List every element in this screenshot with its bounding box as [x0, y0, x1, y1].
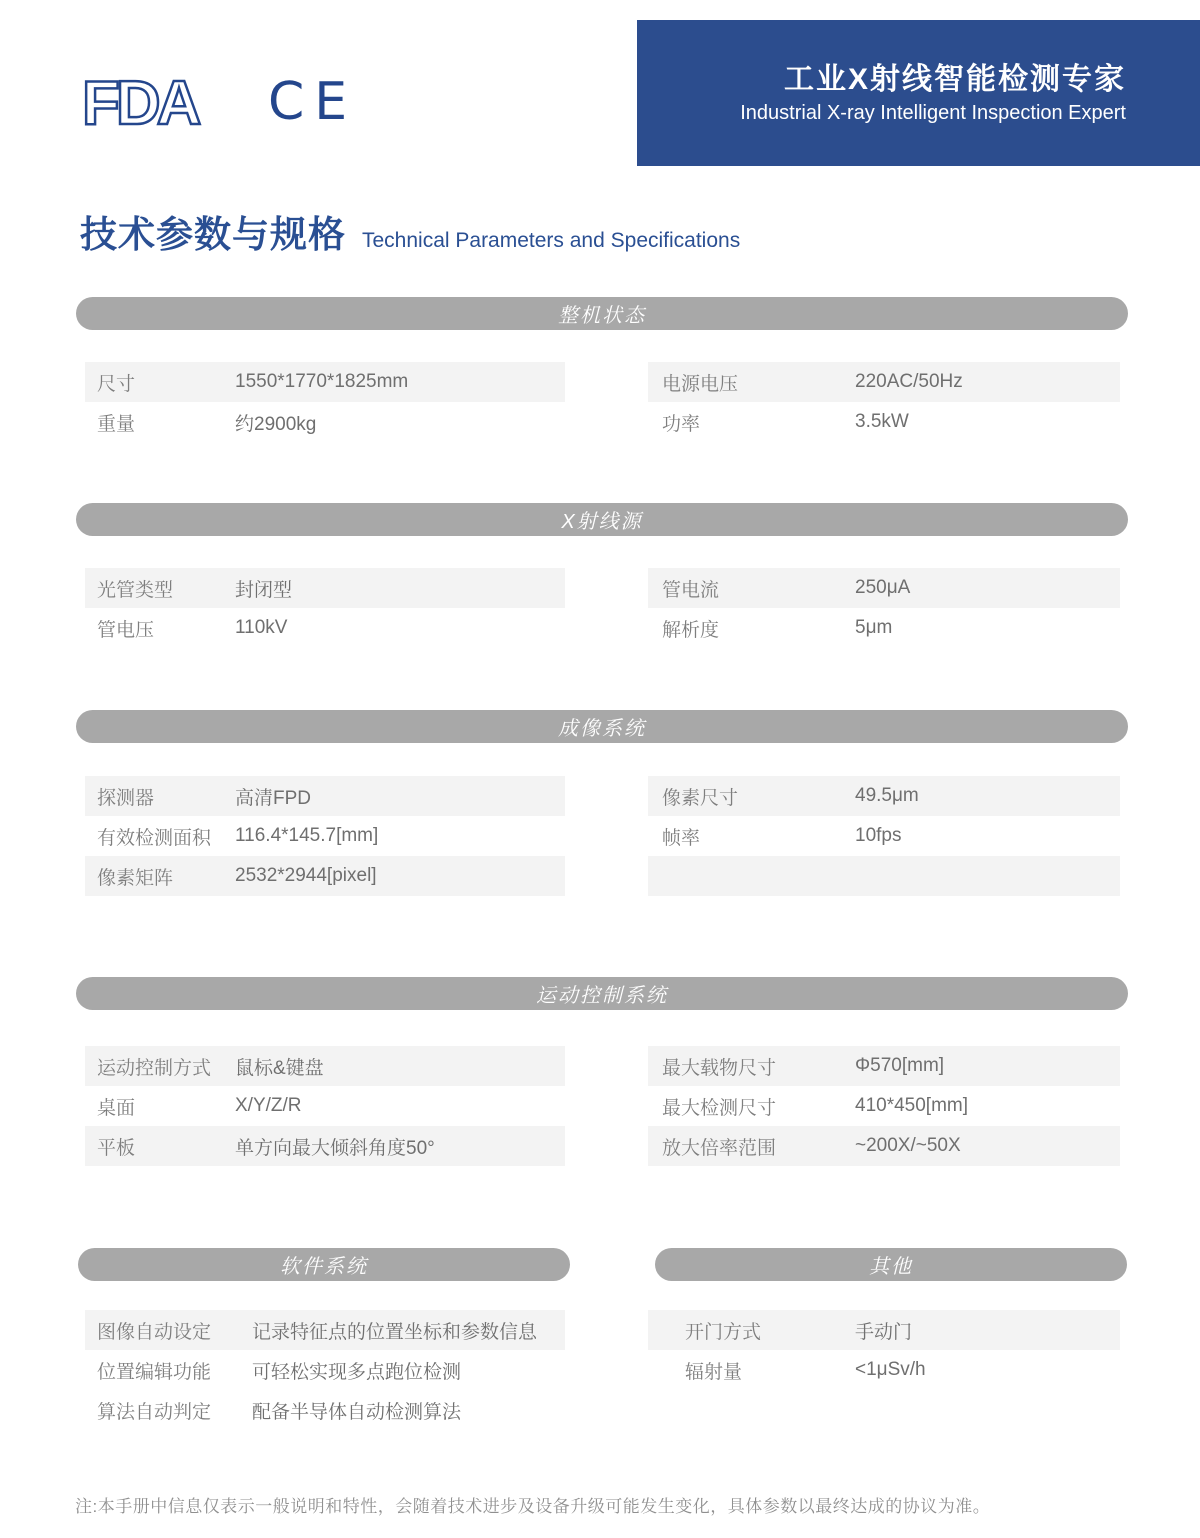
spec-label: 像素尺寸: [662, 787, 739, 809]
spec-value: 约2900kg: [235, 413, 317, 435]
spec-row: [648, 362, 1120, 402]
spec-table-xray-source-left: [85, 568, 565, 648]
spec-value: ~200X/~50X: [855, 1135, 961, 1156]
spec-row: [85, 608, 565, 648]
section-header-software-system: 软件系统: [78, 1248, 570, 1281]
spec-row: [648, 1350, 1120, 1390]
spec-label: 平板: [97, 1137, 136, 1159]
spec-table-other: [648, 1310, 1120, 1390]
spec-label: 最大载物尺寸: [662, 1057, 777, 1079]
header-banner: [637, 20, 1200, 166]
page-title-en: Technical Parameters and Specifications: [362, 229, 741, 252]
spec-row: [85, 1310, 565, 1350]
spec-label: 最大检测尺寸: [662, 1097, 777, 1119]
spec-row: [648, 1086, 1120, 1126]
spec-row: [648, 568, 1120, 608]
section-header-other: 其他: [655, 1248, 1127, 1281]
spec-row: [85, 402, 565, 442]
spec-label: 光管类型: [97, 579, 174, 601]
spec-value: 410*450[mm]: [855, 1095, 969, 1116]
spec-table-overall-status-left: [85, 362, 565, 442]
spec-value: 鼠标&键盘: [235, 1057, 324, 1079]
spec-row: [648, 402, 1120, 442]
spec-value: 250μA: [855, 577, 911, 598]
spec-label: 辐射量: [685, 1361, 743, 1383]
banner-title-zh: 工业X射线智能检测专家: [783, 62, 1126, 96]
spec-label: 电源电压: [662, 373, 739, 395]
spec-value: 可轻松实现多点跑位检测: [252, 1361, 462, 1383]
spec-value: 220AC/50Hz: [855, 371, 963, 392]
spec-table-imaging-right: [648, 776, 1120, 896]
spec-value: <1μSv/h: [855, 1359, 926, 1380]
section-header-imaging-system: 成像系统: [76, 710, 1128, 743]
spec-value: 10fps: [855, 825, 902, 846]
spec-row: [85, 1126, 565, 1166]
spec-row: [85, 816, 565, 856]
certification-logos: [80, 62, 357, 142]
spec-row: [648, 1126, 1120, 1166]
spec-table-xray-source-right: [648, 568, 1120, 648]
spec-label: 桌面: [97, 1097, 136, 1119]
spec-label: 图像自动设定: [97, 1321, 212, 1343]
spec-value: 3.5kW: [855, 411, 909, 432]
spec-row: [85, 1390, 565, 1430]
spec-value: Φ570[mm]: [855, 1055, 945, 1076]
spec-label: 解析度: [662, 619, 720, 641]
section-header-overall-status: 整机状态: [76, 297, 1128, 330]
spec-table-software: [85, 1310, 565, 1430]
spec-row: [85, 1350, 565, 1390]
spec-value: 116.4*145.7[mm]: [235, 825, 379, 846]
spec-value: 手动门: [855, 1321, 913, 1343]
spec-label: 管电流: [662, 579, 720, 601]
page-title: [80, 204, 740, 258]
banner-title-en: Industrial X-ray Intelligent Inspection Expert: [740, 102, 1126, 125]
spec-label: 运动控制方式: [97, 1057, 212, 1079]
spec-row: [648, 856, 1120, 896]
spec-value: 1550*1770*1825mm: [235, 371, 409, 392]
spec-row: [648, 608, 1120, 648]
spec-value: X/Y/Z/R: [235, 1095, 302, 1116]
spec-label: 位置编辑功能: [97, 1361, 212, 1383]
spec-value: 单方向最大倾斜角度50°: [235, 1137, 435, 1159]
spec-label: 探测器: [97, 787, 155, 809]
spec-label: 放大倍率范围: [662, 1137, 777, 1159]
spec-value: 5μm: [855, 617, 893, 638]
spec-table-imaging-left: [85, 776, 565, 896]
spec-table-motion-right: [648, 1046, 1120, 1166]
footer-note: 注:本手册中信息仅表示一般说明和特性，会随着技术进步及设备升级可能发生变化，具体参数以最终达成的协议为准。: [75, 1497, 991, 1516]
spec-label: 管电压: [97, 619, 155, 641]
spec-label: 算法自动判定: [97, 1401, 212, 1423]
spec-value: 49.5μm: [855, 785, 919, 806]
spec-label: 尺寸: [97, 373, 136, 395]
spec-row: [648, 1310, 1120, 1350]
spec-row: [85, 1086, 565, 1126]
spec-table-overall-status-right: [648, 362, 1120, 442]
spec-row: [85, 568, 565, 608]
spec-row: [85, 362, 565, 402]
fda-logo-icon: [80, 62, 230, 142]
spec-table-motion-left: [85, 1046, 565, 1166]
spec-row: [85, 856, 565, 896]
spec-row: [85, 1046, 565, 1086]
ce-mark-icon: CE: [268, 72, 358, 132]
spec-row: [648, 776, 1120, 816]
section-header-xray-source: X射线源: [76, 503, 1128, 536]
spec-row: [648, 816, 1120, 856]
spec-label: 有效检测面积: [97, 827, 212, 849]
spec-label: 帧率: [662, 827, 701, 849]
spec-value: 记录特征点的位置坐标和参数信息: [252, 1321, 538, 1343]
fda-logo-text: FDA: [82, 69, 198, 138]
spec-row: [85, 776, 565, 816]
spec-label: 像素矩阵: [97, 867, 174, 889]
page-title-zh: 技术参数与规格: [80, 214, 346, 255]
spec-row: [648, 1046, 1120, 1086]
spec-value: 110kV: [235, 617, 288, 638]
spec-label: 开门方式: [685, 1321, 762, 1343]
spec-label: 功率: [662, 413, 701, 435]
spec-value: 高清FPD: [235, 787, 312, 809]
spec-value: 封闭型: [235, 579, 293, 601]
spec-value: 2532*2944[pixel]: [235, 865, 377, 886]
spec-label: 重量: [97, 413, 136, 435]
section-header-motion-control: 运动控制系统: [76, 977, 1128, 1010]
spec-value: 配备半导体自动检测算法: [252, 1401, 462, 1423]
